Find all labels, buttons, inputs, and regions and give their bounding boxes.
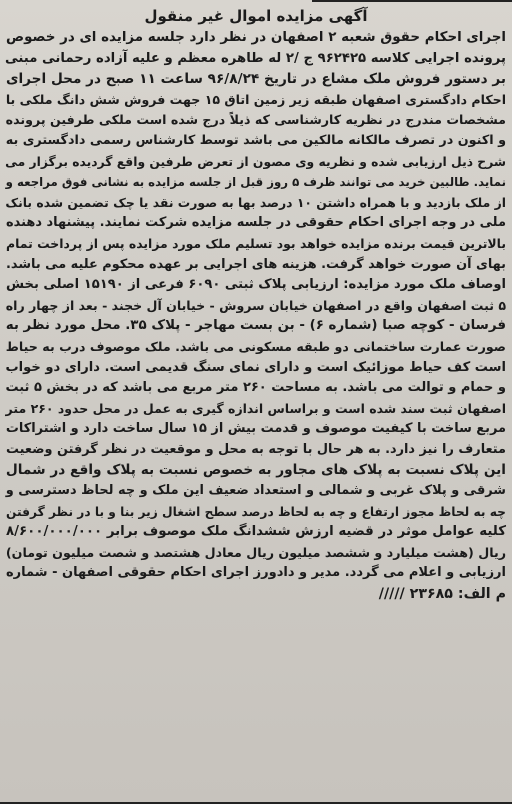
reference-number-line: م الف: ۲۳۶۸۵ ///// [378,586,506,603]
body-line: مربع ساخت با کیفیت موصوف و قدمت بیش از ۱۵ سال ساخت دارد و اشتراکات [5,421,506,437]
body-line: ۵ ثبت اصفهان واقع در اصفهان خیابان سروش - خیابان آل خجند - بعد از چهار راه [5,297,506,313]
body-line: ارزیابی و اعلام می گردد. مدیر و دادورز اجرای احکام حقوقی اصفهان - شماره [6,565,506,581]
body-line: این پلاک نسبت به پلاک های مجاور به خصوص نسبت به پلاک واقع در شمال [5,462,506,479]
body-line: متعارف را نیز دارد. به هر حال با توجه به محل و موقعیت در نظر گرفتن وضعیت [6,441,506,457]
top-rule [312,0,512,2]
body-line: و اکنون در تصرف مالکانه مالکین می باشد توسط کارشناس رسمی دادگستری به [5,132,506,148]
body-line: بر دستور فروش ملک مشاع در تاریخ ۹۶/۸/۲۴ ساعت ۱۱ صبح در محل اجرای [6,71,506,88]
notice-body [6,28,506,605]
body-line: نماید. طالبین خرید می توانند ظرف ۵ روز قبل از جلسه مزایده به نشانی فوق مراجعه و [5,175,506,190]
body-line: چه به لحاظ مجوز ارتفاع و چه به لحاظ درصد سطح اشغال زیر بنا و با در نظر گرفتن [6,504,506,519]
body-line: احکام دادگستری اصفهان طبقه زیر زمین اتاق ۱۵ جهت فروش شش دانگ ملکی با [5,91,506,107]
body-line: بهای آن صورت خواهد گرفت. هزینه های اجرایی بر عهده محکوم علیه می باشد. [6,256,506,272]
body-line: و حمام و توالت می باشد. به مساحت ۲۶۰ متر مربع می باشد که در بخش ۵ ثبت [5,380,506,396]
body-line: کلیه عوامل موثر در قضیه ارزش ششدانگ ملک موصوف برابر ۸/۶۰۰/۰۰۰/۰۰۰ [6,524,506,540]
body-line: از ملک بازدید و با همراه داشتن ۱۰ درصد بها به صورت نقد یا چک تضمین شده بانک [5,194,506,210]
body-line: مشخصات مندرج در نظریه کارشناسی که ذیلاً درج شده است ملکی طرفین پرونده [5,112,506,128]
body-line: فرسان - کوچه صبا (شماره ۶) - بن بست مهاجر - پلاک ۳۵. محل مورد نظر به [5,318,506,334]
notice-title: آگهی مزایده اموال غیر منقول [144,7,368,25]
body-line: پرونده اجرایی کلاسه ۹۶۲۴۲۵ ج /۲ له طاهره معظم و علیه آزاده رحمانی مبنی [4,50,506,66]
body-line: شرح ذیل ارزیابی شده و نظریه وی مصون از تعرض طرفین واقع گردیده برگزار می [5,154,506,169]
body-line: است کف حیاط موزائیک است و دارای نمای سنگ قدیمی است. دارای دو خواب [5,359,506,375]
body-line: اجرای احکام حقوق شعبه ۲ اصفهان در نظر دارد جلسه مزایده ای در خصوص [6,30,506,45]
body-line: ریال (هشت میلیارد و ششصد میلیون ریال معادل هشتصد و شصت میلیون تومان) [5,544,506,560]
body-line: اوصاف ملک مورد مزایده: ارزیابی پلاک ثبتی ۶۰۹۰ فرعی از ۱۵۱۹۰ اصلی بخش [6,277,506,293]
body-line: اصفهان ثبت سند شده است و براساس اندازه گیری به عمل در محل حدود ۲۶۰ متر [5,400,506,416]
body-line: شرقی و پلاک غربی و شمالی و استعداد ضعیف این ملک و چه لحاظ دسترسی و [5,483,506,499]
body-line: صورت عمارت ساختمانی دو طبقه مسکونی می باشد. ملک موصوف درب به حیاط [5,338,506,354]
body-line: بالاترین قیمت برنده مزایده خواهد بود تسلیم ملک مورد مزایده پس از پرداخت تمام [6,235,506,251]
body-line: ملی در وجه اجرای احکام حقوقی در جلسه مزایده شرکت نمایند. پیشنهاد دهنده [5,215,506,231]
